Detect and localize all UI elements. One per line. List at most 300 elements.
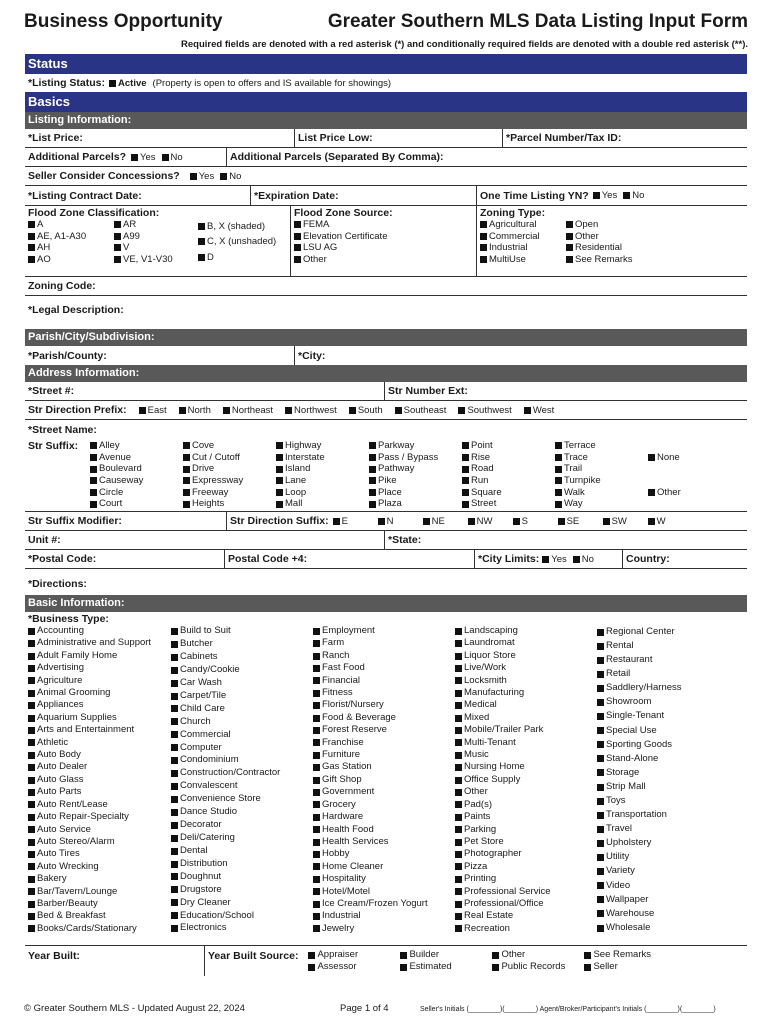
- business-type-option[interactable]: [171, 909, 313, 922]
- checkbox-icon[interactable]: [623, 192, 630, 199]
- checkbox-icon[interactable]: [462, 454, 469, 461]
- checkbox-icon[interactable]: [171, 861, 178, 868]
- str-suffix-option[interactable]: [183, 463, 276, 475]
- business-type-option[interactable]: [455, 637, 597, 649]
- checkbox-icon[interactable]: [555, 489, 562, 496]
- business-type-option[interactable]: [313, 910, 455, 922]
- direction-suffix-option[interactable]: [513, 516, 558, 527]
- business-type-option[interactable]: [313, 761, 455, 773]
- checkbox-icon[interactable]: [114, 221, 121, 228]
- business-type-option[interactable]: [455, 749, 597, 761]
- checkbox-icon[interactable]: [171, 886, 178, 893]
- checkbox-icon[interactable]: [183, 501, 190, 508]
- checkbox-icon[interactable]: [28, 221, 35, 228]
- checkbox-icon[interactable]: [90, 454, 97, 461]
- checkbox-icon[interactable]: [183, 477, 190, 484]
- checkbox-icon[interactable]: [28, 665, 35, 672]
- flood-class-option[interactable]: [198, 234, 287, 249]
- business-type-option[interactable]: [313, 836, 455, 848]
- checkbox-icon[interactable]: [480, 256, 487, 263]
- checkbox-icon[interactable]: [455, 715, 462, 722]
- checkbox-icon[interactable]: [171, 667, 178, 674]
- checkbox-icon[interactable]: [400, 952, 407, 959]
- business-type-option[interactable]: [455, 811, 597, 823]
- checkbox-icon[interactable]: [462, 501, 469, 508]
- business-type-option[interactable]: [171, 922, 313, 935]
- flood-source-option[interactable]: [294, 254, 473, 266]
- str-suffix-option[interactable]: [183, 440, 276, 452]
- checkbox-icon[interactable]: [276, 501, 283, 508]
- checkbox-icon[interactable]: [28, 244, 35, 251]
- checkbox-icon[interactable]: [28, 839, 35, 846]
- checkbox-icon[interactable]: [28, 727, 35, 734]
- checkbox-icon[interactable]: [28, 851, 35, 858]
- checkbox-icon[interactable]: [171, 770, 178, 777]
- checkbox-icon[interactable]: [313, 888, 320, 895]
- flood-class-option[interactable]: [114, 254, 198, 266]
- str-suffix-option[interactable]: [555, 452, 648, 464]
- checkbox-icon[interactable]: [462, 466, 469, 473]
- checkbox-icon[interactable]: [28, 826, 35, 833]
- business-type-option[interactable]: [455, 873, 597, 885]
- checkbox-icon[interactable]: [603, 518, 610, 525]
- business-type-option[interactable]: [455, 737, 597, 749]
- str-suffix-option[interactable]: [90, 498, 183, 510]
- business-type-option[interactable]: [171, 715, 313, 728]
- checkbox-icon[interactable]: [28, 677, 35, 684]
- checkbox-icon[interactable]: [171, 641, 178, 648]
- checkbox-icon[interactable]: [276, 454, 283, 461]
- zoning-type-option[interactable]: [480, 254, 566, 266]
- direction-prefix-option[interactable]: [524, 405, 554, 416]
- checkbox-icon[interactable]: [455, 839, 462, 846]
- checkbox-icon[interactable]: [28, 640, 35, 647]
- checkbox-icon[interactable]: [276, 442, 283, 449]
- parish-county-field[interactable]: *Parish/County:: [25, 346, 295, 365]
- checkbox-icon[interactable]: [28, 789, 35, 796]
- business-type-option[interactable]: [455, 761, 597, 773]
- business-type-option[interactable]: [28, 836, 171, 848]
- business-type-option[interactable]: [455, 799, 597, 811]
- checkbox-icon[interactable]: [455, 677, 462, 684]
- business-type-option[interactable]: [455, 923, 597, 935]
- checkbox-icon[interactable]: [597, 798, 604, 805]
- checkbox-icon[interactable]: [171, 925, 178, 932]
- checkbox-icon[interactable]: [308, 964, 315, 971]
- suffix-modifier-field[interactable]: Str Suffix Modifier:: [25, 512, 227, 530]
- business-type-option[interactable]: [28, 774, 171, 786]
- checkbox-icon[interactable]: [313, 628, 320, 635]
- business-type-option[interactable]: [28, 675, 171, 687]
- checkbox-icon[interactable]: [171, 899, 178, 906]
- str-suffix-option[interactable]: [555, 440, 648, 452]
- year-built-source-option[interactable]: [584, 949, 676, 961]
- checkbox-icon[interactable]: [480, 233, 487, 240]
- legal-description-field[interactable]: *Legal Description:: [28, 303, 124, 316]
- directions-field[interactable]: *Directions:: [28, 577, 87, 590]
- checkbox-icon[interactable]: [171, 693, 178, 700]
- checkbox-icon[interactable]: [455, 690, 462, 697]
- checkbox-icon[interactable]: [28, 777, 35, 784]
- parcel-number-field[interactable]: *Parcel Number/Tax ID:: [506, 132, 622, 144]
- checkbox-icon[interactable]: [455, 640, 462, 647]
- checkbox-icon[interactable]: [171, 718, 178, 725]
- str-suffix-option[interactable]: [183, 452, 276, 464]
- checkbox-icon[interactable]: [597, 741, 604, 748]
- str-suffix-option[interactable]: [369, 452, 462, 464]
- year-built-source-option[interactable]: [308, 949, 400, 961]
- checkbox-icon[interactable]: [313, 789, 320, 796]
- checkbox-icon[interactable]: [455, 925, 462, 932]
- business-type-option[interactable]: [455, 848, 597, 860]
- checkbox-icon[interactable]: [223, 407, 230, 414]
- year-built-source-option[interactable]: [308, 961, 400, 973]
- business-type-option[interactable]: [455, 836, 597, 848]
- checkbox-icon[interactable]: [555, 501, 562, 508]
- flood-class-option[interactable]: [28, 254, 114, 266]
- checkbox-icon[interactable]: [28, 233, 35, 240]
- str-suffix-option[interactable]: [648, 475, 741, 510]
- str-suffix-option[interactable]: [90, 487, 183, 499]
- checkbox-icon[interactable]: [455, 789, 462, 796]
- year-built-source-option[interactable]: [584, 961, 676, 973]
- str-suffix-option[interactable]: [90, 440, 183, 452]
- checkbox-icon[interactable]: [566, 221, 573, 228]
- str-suffix-option[interactable]: [276, 452, 369, 464]
- business-type-option[interactable]: [597, 667, 737, 681]
- checkbox-icon[interactable]: [313, 727, 320, 734]
- checkbox-icon[interactable]: [313, 839, 320, 846]
- checkbox-icon[interactable]: [313, 739, 320, 746]
- checkbox-icon[interactable]: [276, 477, 283, 484]
- checkbox-icon[interactable]: [171, 680, 178, 687]
- business-type-option[interactable]: [455, 650, 597, 662]
- business-type-option[interactable]: [597, 822, 737, 836]
- checkbox-icon[interactable]: [455, 665, 462, 672]
- zoning-type-option[interactable]: [566, 231, 633, 243]
- business-type-option[interactable]: [171, 883, 313, 896]
- year-built-source-option[interactable]: [492, 949, 584, 961]
- checkbox-icon[interactable]: [294, 221, 301, 228]
- business-type-option[interactable]: [28, 712, 171, 724]
- checkbox-icon[interactable]: [462, 442, 469, 449]
- direction-prefix-option[interactable]: [395, 405, 447, 416]
- checkbox-icon[interactable]: [313, 913, 320, 920]
- business-type-option[interactable]: [597, 865, 737, 879]
- checkbox-icon[interactable]: [114, 233, 121, 240]
- list-price-field[interactable]: *List Price:: [25, 129, 295, 147]
- street-number-field[interactable]: *Street #:: [25, 382, 385, 400]
- checkbox-icon[interactable]: [171, 912, 178, 919]
- business-type-option[interactable]: [171, 832, 313, 845]
- checkbox-icon[interactable]: [566, 233, 573, 240]
- direction-suffix-option[interactable]: [333, 516, 378, 527]
- checkbox-icon[interactable]: [171, 809, 178, 816]
- checkbox-icon[interactable]: [28, 690, 35, 697]
- checkbox-icon[interactable]: [593, 192, 600, 199]
- business-type-option[interactable]: [28, 749, 171, 761]
- str-suffix-option[interactable]: [369, 440, 462, 452]
- direction-prefix-option[interactable]: [223, 405, 273, 416]
- flood-class-option[interactable]: [114, 231, 198, 243]
- checkbox-icon[interactable]: [455, 752, 462, 759]
- business-type-option[interactable]: [171, 767, 313, 780]
- business-type-option[interactable]: [28, 886, 171, 898]
- flood-class-option[interactable]: [114, 242, 198, 254]
- direction-suffix-option[interactable]: [603, 516, 648, 527]
- business-type-option[interactable]: [313, 625, 455, 637]
- business-type-option[interactable]: [455, 861, 597, 873]
- business-type-option[interactable]: [597, 836, 737, 850]
- business-type-option[interactable]: [28, 923, 171, 935]
- checkbox-icon[interactable]: [28, 901, 35, 908]
- checkbox-icon[interactable]: [171, 848, 178, 855]
- checkbox-icon[interactable]: [90, 489, 97, 496]
- business-type-option[interactable]: [597, 695, 737, 709]
- business-type-option[interactable]: [313, 650, 455, 662]
- checkbox-icon[interactable]: [400, 964, 407, 971]
- business-type-option[interactable]: [597, 851, 737, 865]
- checkbox-icon[interactable]: [28, 628, 35, 635]
- checkbox-icon[interactable]: [573, 556, 580, 563]
- business-type-option[interactable]: [171, 638, 313, 651]
- checkbox-icon[interactable]: [597, 826, 604, 833]
- checkbox-icon[interactable]: [584, 964, 591, 971]
- checkbox-icon[interactable]: [566, 244, 573, 251]
- checkbox-icon[interactable]: [597, 840, 604, 847]
- checkbox-icon[interactable]: [369, 489, 376, 496]
- business-type-option[interactable]: [171, 664, 313, 677]
- str-suffix-option[interactable]: [183, 487, 276, 499]
- checkbox-icon[interactable]: [313, 901, 320, 908]
- year-built-source-option[interactable]: [400, 961, 492, 973]
- checkbox-icon[interactable]: [492, 964, 499, 971]
- business-type-option[interactable]: [597, 625, 737, 639]
- business-type-option[interactable]: [313, 848, 455, 860]
- business-type-option[interactable]: [313, 699, 455, 711]
- business-type-option[interactable]: [28, 898, 171, 910]
- business-type-option[interactable]: [455, 699, 597, 711]
- checkbox-icon[interactable]: [455, 801, 462, 808]
- business-type-option[interactable]: [171, 651, 313, 664]
- checkbox-icon[interactable]: [28, 715, 35, 722]
- direction-prefix-option[interactable]: [139, 405, 167, 416]
- str-suffix-option[interactable]: [462, 463, 555, 475]
- expiration-date-field[interactable]: *Expiration Date:: [251, 186, 477, 205]
- str-suffix-option[interactable]: [462, 498, 555, 510]
- business-type-option[interactable]: [597, 738, 737, 752]
- business-type-option[interactable]: [313, 637, 455, 649]
- checkbox-icon[interactable]: [171, 783, 178, 790]
- business-type-option[interactable]: [28, 811, 171, 823]
- business-type-option[interactable]: [597, 653, 737, 667]
- business-type-option[interactable]: [597, 766, 737, 780]
- business-type-option[interactable]: [597, 681, 737, 695]
- direction-suffix-option[interactable]: [378, 516, 423, 527]
- checkbox-icon[interactable]: [171, 744, 178, 751]
- checkbox-icon[interactable]: [131, 154, 138, 161]
- state-field[interactable]: *State:: [388, 534, 422, 546]
- business-type-option[interactable]: [597, 710, 737, 724]
- flood-source-option[interactable]: [294, 242, 473, 254]
- checkbox-icon[interactable]: [313, 690, 320, 697]
- checkbox-icon[interactable]: [183, 466, 190, 473]
- business-type-option[interactable]: [28, 687, 171, 699]
- checkbox-icon[interactable]: [524, 407, 531, 414]
- checkbox-icon[interactable]: [198, 223, 205, 230]
- business-type-option[interactable]: [313, 675, 455, 687]
- checkbox-icon[interactable]: [171, 757, 178, 764]
- checkbox-icon[interactable]: [648, 454, 655, 461]
- checkbox-icon[interactable]: [313, 876, 320, 883]
- checkbox-icon[interactable]: [455, 888, 462, 895]
- business-type-option[interactable]: [171, 896, 313, 909]
- checkbox-icon[interactable]: [109, 80, 116, 87]
- checkbox-icon[interactable]: [455, 876, 462, 883]
- checkbox-icon[interactable]: [198, 238, 205, 245]
- checkbox-icon[interactable]: [458, 407, 465, 414]
- business-type-option[interactable]: [597, 907, 737, 921]
- business-type-option[interactable]: [313, 923, 455, 935]
- business-type-option[interactable]: [313, 811, 455, 823]
- checkbox-icon[interactable]: [28, 764, 35, 771]
- checkbox-icon[interactable]: [171, 873, 178, 880]
- direction-suffix-option[interactable]: [648, 516, 693, 527]
- flood-class-option[interactable]: [28, 231, 114, 243]
- checkbox-icon[interactable]: [313, 702, 320, 709]
- flood-source-option[interactable]: [294, 219, 473, 231]
- business-type-option[interactable]: [313, 662, 455, 674]
- business-type-option[interactable]: [455, 886, 597, 898]
- checkbox-icon[interactable]: [455, 863, 462, 870]
- checkbox-icon[interactable]: [492, 952, 499, 959]
- checkbox-icon[interactable]: [597, 643, 604, 650]
- business-type-option[interactable]: [313, 786, 455, 798]
- postal-code-field[interactable]: *Postal Code:: [25, 550, 225, 568]
- business-type-option[interactable]: [28, 699, 171, 711]
- checkbox-icon[interactable]: [313, 665, 320, 672]
- year-built-source-option[interactable]: [400, 949, 492, 961]
- business-type-option[interactable]: [171, 625, 313, 638]
- flood-source-option[interactable]: [294, 231, 473, 243]
- checkbox-icon[interactable]: [313, 801, 320, 808]
- business-type-option[interactable]: [313, 799, 455, 811]
- business-type-option[interactable]: [171, 819, 313, 832]
- str-suffix-option[interactable]: [369, 463, 462, 475]
- checkbox-icon[interactable]: [462, 489, 469, 496]
- checkbox-icon[interactable]: [480, 221, 487, 228]
- checkbox-icon[interactable]: [171, 796, 178, 803]
- checkbox-icon[interactable]: [171, 628, 178, 635]
- checkbox-icon[interactable]: [369, 477, 376, 484]
- checkbox-icon[interactable]: [90, 442, 97, 449]
- checkbox-icon[interactable]: [480, 244, 487, 251]
- checkbox-icon[interactable]: [313, 677, 320, 684]
- checkbox-icon[interactable]: [28, 256, 35, 263]
- checkbox-icon[interactable]: [597, 769, 604, 776]
- checkbox-icon[interactable]: [455, 739, 462, 746]
- zoning-code-field[interactable]: Zoning Code:: [28, 280, 96, 292]
- checkbox-icon[interactable]: [294, 233, 301, 240]
- business-type-option[interactable]: [313, 873, 455, 885]
- zoning-type-option[interactable]: [480, 231, 566, 243]
- business-type-option[interactable]: [28, 799, 171, 811]
- checkbox-icon[interactable]: [378, 518, 385, 525]
- checkbox-icon[interactable]: [171, 654, 178, 661]
- direction-prefix-option[interactable]: [179, 405, 211, 416]
- checkbox-icon[interactable]: [313, 826, 320, 833]
- business-type-option[interactable]: [455, 910, 597, 922]
- checkbox-icon[interactable]: [28, 653, 35, 660]
- business-type-option[interactable]: [455, 824, 597, 836]
- checkbox-icon[interactable]: [455, 826, 462, 833]
- checkbox-icon[interactable]: [183, 454, 190, 461]
- checkbox-icon[interactable]: [179, 407, 186, 414]
- checkbox-icon[interactable]: [455, 913, 462, 920]
- checkbox-icon[interactable]: [369, 442, 376, 449]
- business-type-option[interactable]: [597, 921, 737, 935]
- str-suffix-option[interactable]: [90, 452, 183, 464]
- business-type-option[interactable]: [313, 824, 455, 836]
- checkbox-icon[interactable]: [513, 518, 520, 525]
- checkbox-icon[interactable]: [455, 653, 462, 660]
- checkbox-icon[interactable]: [308, 952, 315, 959]
- checkbox-icon[interactable]: [468, 518, 475, 525]
- business-type-option[interactable]: [313, 886, 455, 898]
- checkbox-icon[interactable]: [555, 454, 562, 461]
- checkbox-icon[interactable]: [114, 244, 121, 251]
- str-suffix-option[interactable]: [276, 498, 369, 510]
- listing-contract-date-field[interactable]: *Listing Contract Date:: [25, 186, 251, 205]
- business-type-option[interactable]: [313, 749, 455, 761]
- postal-code-4-field[interactable]: Postal Code +4:: [225, 550, 475, 568]
- checkbox-icon[interactable]: [648, 489, 655, 496]
- additional-parcels-comma-field[interactable]: Additional Parcels (Separated By Comma):: [230, 151, 444, 163]
- business-type-option[interactable]: [455, 774, 597, 786]
- business-type-option[interactable]: [28, 861, 171, 873]
- direction-suffix-option[interactable]: [423, 516, 468, 527]
- checkbox-icon[interactable]: [597, 925, 604, 932]
- business-type-option[interactable]: [313, 687, 455, 699]
- street-name-field[interactable]: *Street Name:: [28, 423, 97, 436]
- city-field[interactable]: *City:: [298, 349, 326, 362]
- checkbox-icon[interactable]: [566, 256, 573, 263]
- checkbox-icon[interactable]: [313, 777, 320, 784]
- business-type-option[interactable]: [455, 724, 597, 736]
- str-suffix-option[interactable]: [555, 487, 648, 499]
- str-suffix-option[interactable]: [648, 440, 741, 475]
- year-built-source-option[interactable]: [492, 961, 584, 973]
- checkbox-icon[interactable]: [276, 489, 283, 496]
- business-type-option[interactable]: [455, 662, 597, 674]
- checkbox-icon[interactable]: [90, 501, 97, 508]
- checkbox-icon[interactable]: [198, 254, 205, 261]
- checkbox-icon[interactable]: [313, 640, 320, 647]
- checkbox-icon[interactable]: [455, 851, 462, 858]
- business-type-option[interactable]: [28, 724, 171, 736]
- business-type-option[interactable]: [171, 690, 313, 703]
- checkbox-icon[interactable]: [648, 518, 655, 525]
- business-type-option[interactable]: [455, 712, 597, 724]
- checkbox-icon[interactable]: [28, 702, 35, 709]
- business-type-option[interactable]: [597, 794, 737, 808]
- business-type-option[interactable]: [171, 677, 313, 690]
- business-type-option[interactable]: [597, 639, 737, 653]
- checkbox-icon[interactable]: [597, 629, 604, 636]
- checkbox-icon[interactable]: [597, 657, 604, 664]
- checkbox-icon[interactable]: [455, 628, 462, 635]
- business-type-option[interactable]: [28, 637, 171, 649]
